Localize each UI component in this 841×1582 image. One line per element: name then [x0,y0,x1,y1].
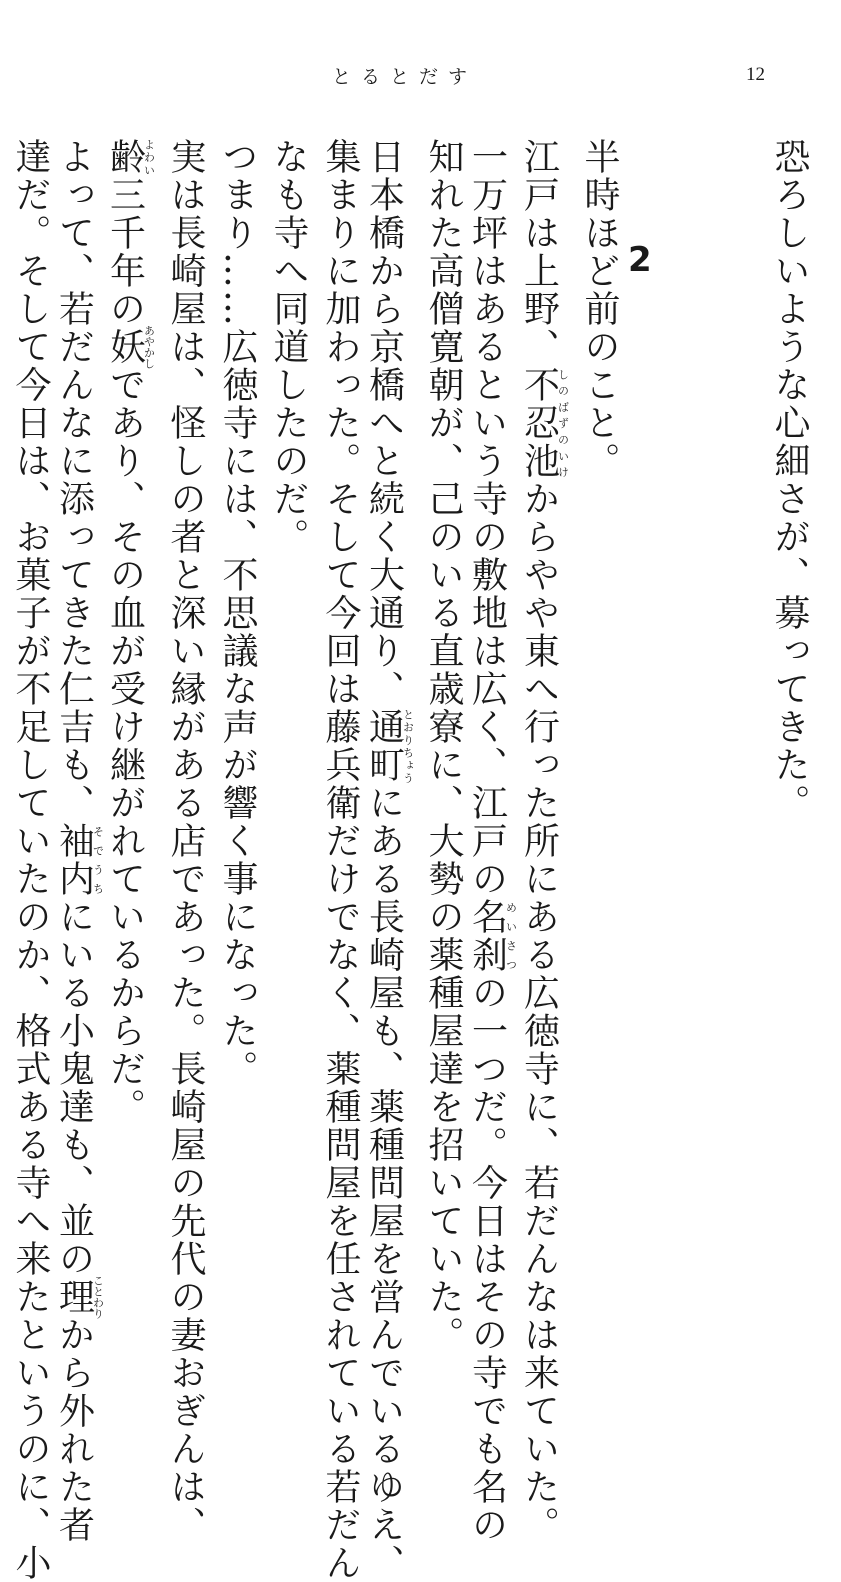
text-segment: なも寺へ同道したのだ。 [268,138,309,556]
text-segment: であり、その血が受け継がれているからだ。 [104,366,146,1126]
text-segment: 集まりに加わった。そして今回は藤兵衛だけでなく、薬種問屋を任されている若だん [320,138,361,1582]
text-segment: 実は長崎屋は、怪しの者と深い縁がある店であった。長崎屋の先代の妻おぎんは、 [165,138,206,1544]
ruby-word [518,366,570,480]
ruby-word [104,325,156,369]
text-segment: から外れた者 [53,1316,95,1544]
text-segment: 恐ろしいような心細さが、募ってきた。 [769,138,810,822]
ruby-word [363,708,415,784]
text-segment: つまり……広徳寺には、不思議な声が響く事になった。 [217,138,258,1088]
text-segment: 半時ほど前のこと。 [579,138,620,480]
running-header-title: とるとだす [332,66,478,88]
furigana: しのばずのいけ [556,366,570,480]
ruby-base: 理 [53,1275,95,1319]
text-column [363,138,415,1582]
text-segment: 知れた高僧寛朝が、己のいる直歳寮に、大勢の薬種屋達を招いていた。 [423,138,464,1354]
furigana: ことわり [91,1275,105,1319]
furigana: とおりちょう [401,708,415,784]
furigana: そでうち [91,822,105,898]
text-column [577,138,621,480]
text-segment: 三千年の [104,176,146,328]
ruby-base: 袖内 [53,822,95,898]
text-segment: にいる小鬼達も、並の [53,898,95,1278]
ruby-base: 不忍池 [518,366,560,480]
text-column [466,138,518,1544]
furigana: あやかし [142,325,156,369]
page-number: 12 [746,64,765,85]
text-column [53,138,105,1544]
text-segment: の一つだ。今日はその寺でも名の [466,974,508,1544]
ruby-base: 齢 [104,138,146,176]
text-column [266,138,310,556]
furigana: よわい [142,138,156,176]
text-column [421,138,465,1354]
ruby-base: 妖 [104,325,146,369]
text-column [104,138,156,1126]
text-segment: よって、若だんなに添ってきた仁吉も、 [53,138,95,822]
text-segment: 日本橋から京橋へと続く大通り、 [363,138,405,708]
text-segment: からやや東へ行った所にある広徳寺に、若だんなは来ていた。 [518,480,560,1544]
text-segment: 達だ。そして今日は、お菓子が不足していたのか、格式ある寺へ来たというのに、小 [10,138,51,1582]
text-segment: にある長崎屋も、薬種問屋を営んでいるゆえ、 [363,784,405,1582]
furigana: めいさつ [504,898,518,974]
text-column [8,138,52,1582]
text-column [215,138,259,1088]
ruby-word [53,1275,105,1319]
ruby-base: 名刹 [466,898,508,974]
text-column [518,138,570,1544]
text-column [318,138,362,1582]
ruby-base: 通町 [363,708,405,784]
ruby-word [53,822,105,898]
text-column [163,138,207,1544]
ruby-word [104,138,156,176]
text-column [767,138,811,822]
text-segment: 江戸は上野、 [518,138,560,366]
text-segment: 一万坪はあるという寺の敷地は広く、江戸の [466,138,508,898]
ruby-word [466,898,518,974]
chapter-number: 2 [628,240,652,280]
